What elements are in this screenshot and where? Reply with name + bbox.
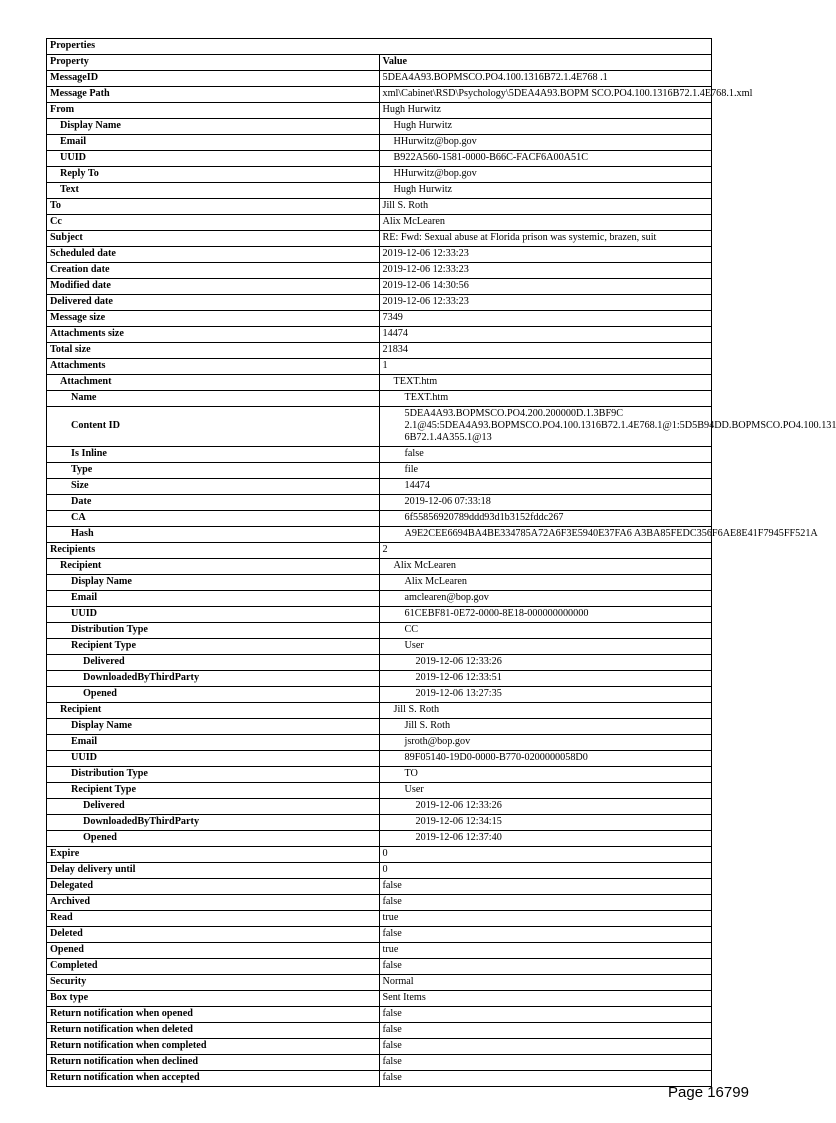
property-name: Creation date	[47, 263, 380, 279]
column-header-value: Value	[379, 55, 712, 71]
property-value: User	[379, 783, 712, 799]
property-name: Cc	[47, 215, 380, 231]
property-name: Security	[47, 975, 380, 991]
property-name: Recipient Type	[47, 783, 380, 799]
table-title: Properties	[47, 39, 712, 55]
table-row	[47, 655, 712, 671]
table-row	[47, 1039, 712, 1055]
property-value: 6f55856920789ddd93d1b3152fddc267	[379, 511, 712, 527]
property-value: 2019-12-06 13:27:35	[379, 687, 712, 703]
property-value: 2019-12-06 12:33:23	[379, 263, 712, 279]
property-value: true	[379, 911, 712, 927]
property-value: HHurwitz@bop.gov	[379, 167, 712, 183]
table-row	[47, 407, 712, 447]
table-row	[47, 799, 712, 815]
property-value: TO	[379, 767, 712, 783]
table-row	[47, 151, 712, 167]
table-row	[47, 135, 712, 151]
table-row	[47, 247, 712, 263]
property-value: 7349	[379, 311, 712, 327]
column-header-property: Property	[47, 55, 380, 71]
table-row	[47, 895, 712, 911]
property-name: Expire	[47, 847, 380, 863]
property-value: Hugh Hurwitz	[379, 183, 712, 199]
table-row	[47, 703, 712, 719]
table-row	[47, 103, 712, 119]
property-value: 14474	[379, 327, 712, 343]
property-name: Recipient Type	[47, 639, 380, 655]
property-name: Total size	[47, 343, 380, 359]
table-row	[47, 183, 712, 199]
property-value: false	[379, 1023, 712, 1039]
property-name: Content ID	[47, 407, 380, 447]
property-value: file	[379, 463, 712, 479]
property-name: Email	[47, 591, 380, 607]
property-name: Return notification when declined	[47, 1055, 380, 1071]
property-value: 0	[379, 847, 712, 863]
table-row	[47, 359, 712, 375]
property-value: 1	[379, 359, 712, 375]
properties-table-body	[47, 39, 836, 1087]
table-row	[47, 863, 712, 879]
table-row	[47, 575, 712, 591]
property-value: Jill S. Roth	[379, 703, 712, 719]
table-row	[47, 167, 712, 183]
property-name: Opened	[47, 831, 380, 847]
property-name: Recipient	[47, 559, 380, 575]
property-name: DownloadedByThirdParty	[47, 815, 380, 831]
table-title-row	[47, 39, 712, 55]
property-name: Delivered	[47, 799, 380, 815]
property-name: Attachments size	[47, 327, 380, 343]
table-row	[47, 343, 712, 359]
table-row	[47, 991, 712, 1007]
property-value: 2	[379, 543, 712, 559]
property-name: Recipient	[47, 703, 380, 719]
property-value: Alix McLearen	[379, 575, 712, 591]
table-row	[47, 607, 712, 623]
table-row	[47, 1055, 712, 1071]
table-row	[47, 943, 712, 959]
property-name: Attachments	[47, 359, 380, 375]
table-row	[47, 327, 712, 343]
property-name: Display Name	[47, 119, 380, 135]
property-value: 2019-12-06 14:30:56	[379, 279, 712, 295]
property-name: DownloadedByThirdParty	[47, 671, 380, 687]
table-row	[47, 391, 712, 407]
property-value: 0	[379, 863, 712, 879]
property-value: false	[379, 927, 712, 943]
table-row	[47, 543, 712, 559]
property-value: HHurwitz@bop.gov	[379, 135, 712, 151]
table-row	[47, 639, 712, 655]
table-row	[47, 215, 712, 231]
table-row	[47, 479, 712, 495]
property-name: Attachment	[47, 375, 380, 391]
table-row	[47, 767, 712, 783]
property-value: A9E2CEE6694BA4BE334785A72A6F3E5940E37FA6 A3BA85FEDC356F6AE8E41F7945FF521A	[379, 527, 712, 543]
table-row	[47, 119, 712, 135]
property-value: User	[379, 639, 712, 655]
property-value: Alix McLearen	[379, 559, 712, 575]
page-number: Page 16799	[668, 1084, 749, 1101]
table-row	[47, 87, 712, 103]
property-value: 5DEA4A93.BOPMSCO.PO4.200.200000D.1.3BF9C 2.1@45:5DEA4A93.BOPMSCO.PO4.100.1316B72.1.4E768.1@1:5D5B94DD.BOPMSCO.PO4.100.131 6B72.1.4A355.1@13	[379, 407, 712, 447]
table-header-row	[47, 55, 712, 71]
property-name: Delay delivery until	[47, 863, 380, 879]
property-name: Opened	[47, 943, 380, 959]
property-value: 2019-12-06 12:33:26	[379, 655, 712, 671]
property-value: Hugh Hurwitz	[379, 119, 712, 135]
table-row	[47, 463, 712, 479]
property-value: Jill S. Roth	[379, 199, 712, 215]
table-row	[47, 495, 712, 511]
table-row	[47, 687, 712, 703]
property-name: Return notification when deleted	[47, 1023, 380, 1039]
property-value: RE: Fwd: Sexual abuse at Florida prison was systemic, brazen, suit	[379, 231, 712, 247]
table-row	[47, 263, 712, 279]
property-value: 2019-12-06 12:33:23	[379, 295, 712, 311]
table-row	[47, 959, 712, 975]
properties-table	[46, 38, 836, 1087]
property-value: Hugh Hurwitz	[379, 103, 712, 119]
property-name: Read	[47, 911, 380, 927]
property-value: false	[379, 1071, 712, 1087]
property-name: Opened	[47, 687, 380, 703]
property-name: Text	[47, 183, 380, 199]
table-row	[47, 375, 712, 391]
table-row	[47, 623, 712, 639]
property-name: UUID	[47, 751, 380, 767]
property-name: Return notification when accepted	[47, 1071, 380, 1087]
property-value: false	[379, 879, 712, 895]
table-row	[47, 815, 712, 831]
property-name: Archived	[47, 895, 380, 911]
table-row	[47, 719, 712, 735]
property-value: false	[379, 447, 712, 463]
property-name: Name	[47, 391, 380, 407]
property-name: Type	[47, 463, 380, 479]
property-value: false	[379, 959, 712, 975]
property-value: 2019-12-06 12:33:23	[379, 247, 712, 263]
property-name: Box type	[47, 991, 380, 1007]
property-value: 2019-12-06 12:33:51	[379, 671, 712, 687]
property-value: 2019-12-06 12:37:40	[379, 831, 712, 847]
property-name: Subject	[47, 231, 380, 247]
table-row	[47, 559, 712, 575]
property-name: UUID	[47, 151, 380, 167]
property-value: 89F05140-19D0-0000-B770-0200000058D0	[379, 751, 712, 767]
property-name: Distribution Type	[47, 767, 380, 783]
property-name: Display Name	[47, 719, 380, 735]
property-value: 2019-12-06 07:33:18	[379, 495, 712, 511]
property-value: B922A560-1581-0000-B66C-FACF6A00A51C	[379, 151, 712, 167]
property-value: CC	[379, 623, 712, 639]
table-row	[47, 735, 712, 751]
table-row	[47, 279, 712, 295]
table-row	[47, 783, 712, 799]
property-value: Normal	[379, 975, 712, 991]
property-name: Delivered date	[47, 295, 380, 311]
table-row	[47, 511, 712, 527]
property-name: Distribution Type	[47, 623, 380, 639]
property-value: 5DEA4A93.BOPMSCO.PO4.100.1316B72.1.4E768 .1	[379, 71, 712, 87]
property-value: TEXT.htm	[379, 375, 712, 391]
table-row	[47, 1023, 712, 1039]
property-name: Scheduled date	[47, 247, 380, 263]
property-name: CA	[47, 511, 380, 527]
property-value: 2019-12-06 12:34:15	[379, 815, 712, 831]
table-row	[47, 295, 712, 311]
property-value: false	[379, 1055, 712, 1071]
table-row	[47, 751, 712, 767]
property-value: Jill S. Roth	[379, 719, 712, 735]
property-name: Completed	[47, 959, 380, 975]
property-name: Recipients	[47, 543, 380, 559]
table-row	[47, 911, 712, 927]
property-name: Hash	[47, 527, 380, 543]
property-name: To	[47, 199, 380, 215]
property-value: 14474	[379, 479, 712, 495]
property-value: false	[379, 1007, 712, 1023]
property-name: Return notification when completed	[47, 1039, 380, 1055]
property-name: Return notification when opened	[47, 1007, 380, 1023]
property-name: UUID	[47, 607, 380, 623]
property-name: Deleted	[47, 927, 380, 943]
property-value: true	[379, 943, 712, 959]
table-row	[47, 975, 712, 991]
property-value: xml\Cabinet\RSD\Psychology\5DEA4A93.BOPM SCO.PO4.100.1316B72.1.4E768.1.xml	[379, 87, 712, 103]
property-name: MessageID	[47, 71, 380, 87]
table-row	[47, 879, 712, 895]
property-name: Display Name	[47, 575, 380, 591]
table-row	[47, 527, 712, 543]
property-value: jsroth@bop.gov	[379, 735, 712, 751]
table-row	[47, 591, 712, 607]
property-value: false	[379, 1039, 712, 1055]
table-row	[47, 1007, 712, 1023]
property-name: From	[47, 103, 380, 119]
property-name: Delegated	[47, 879, 380, 895]
property-name: Reply To	[47, 167, 380, 183]
property-name: Is Inline	[47, 447, 380, 463]
property-value: 2019-12-06 12:33:26	[379, 799, 712, 815]
property-name: Date	[47, 495, 380, 511]
property-value: Alix McLearen	[379, 215, 712, 231]
table-row	[47, 1071, 712, 1087]
table-row	[47, 447, 712, 463]
property-value: TEXT.htm	[379, 391, 712, 407]
property-value: Sent Items	[379, 991, 712, 1007]
table-row	[47, 927, 712, 943]
property-name: Message Path	[47, 87, 380, 103]
property-name: Delivered	[47, 655, 380, 671]
table-row	[47, 71, 712, 87]
property-name: Modified date	[47, 279, 380, 295]
table-row	[47, 847, 712, 863]
property-value: false	[379, 895, 712, 911]
property-name: Size	[47, 479, 380, 495]
property-value: 61CEBF81-0E72-0000-8E18-000000000000	[379, 607, 712, 623]
table-row	[47, 831, 712, 847]
table-row	[47, 199, 712, 215]
property-name: Email	[47, 135, 380, 151]
property-name: Email	[47, 735, 380, 751]
property-value: amclearen@bop.gov	[379, 591, 712, 607]
table-row	[47, 231, 712, 247]
table-row	[47, 311, 712, 327]
property-value: 21834	[379, 343, 712, 359]
property-name: Message size	[47, 311, 380, 327]
table-row	[47, 671, 712, 687]
